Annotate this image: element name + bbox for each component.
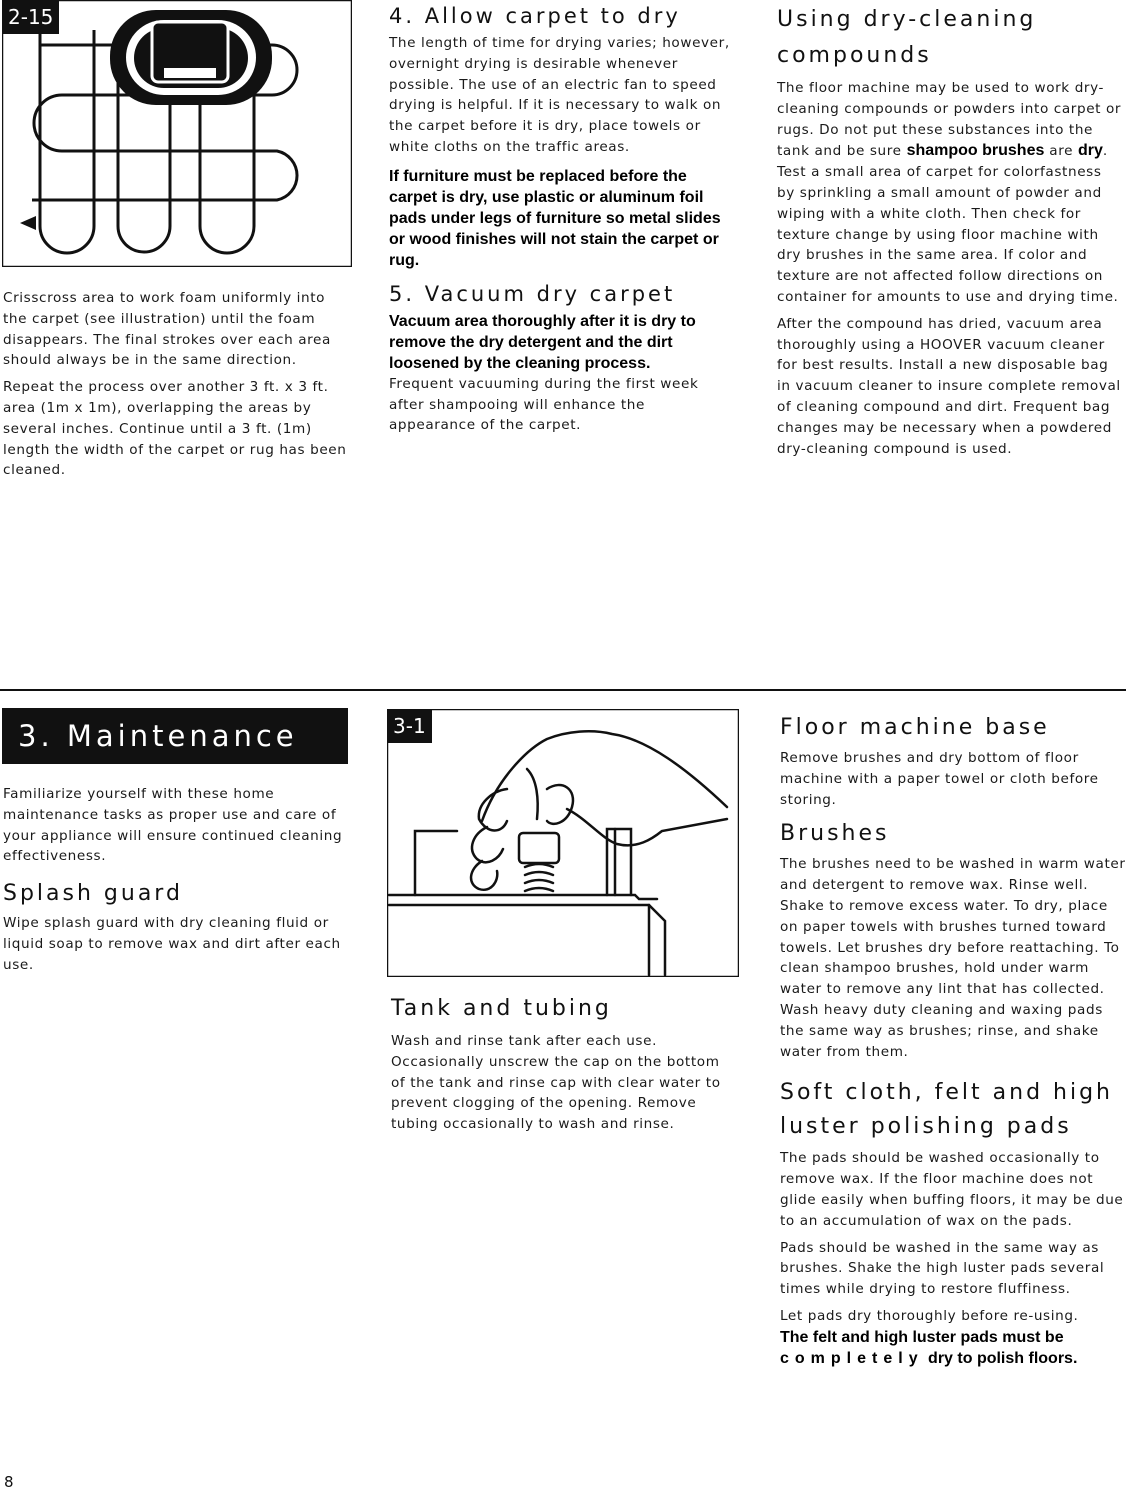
caption-paragraph: Repeat the process over another 3 ft. x 3 ft. area (1m x 1m), overlapping the areas by several inches. Continue until a 3 ft. (1m) length the width of the carpet or rug has been cleaned. [3, 379, 347, 479]
section-heading: Brushes [780, 821, 890, 847]
text-run: . Test a small area of carpet for colorfastness by sprinkling a small amount of powder and wiping with a white cloth. Then check for texture change by using floor machine with dry brushes in the same area. If color and texture are not affected follow directions on container for amounts to use and drying time. [777, 143, 1119, 305]
bold-run: completely [780, 1349, 924, 1367]
dry-cleaning-section [777, 2, 1122, 459]
body-text: Wipe splash guard with dry cleaning fluid or liquid soap to remove wax and dirt after each use. [3, 915, 341, 973]
body-text [777, 78, 1122, 308]
bold-run: shampoo brushes [906, 142, 1045, 160]
body-text: Remove brushes and dry bottom of floor machine with a paper towel or cloth before storing. [780, 750, 1099, 808]
bold-instruction: Vacuum area thoroughly after it is dry to remove the dry detergent and the dirt loosened by the cleaning process. [389, 312, 696, 372]
figure-3-1 [387, 709, 739, 977]
text-run: The floor machine may be used to work dry-cleaning compounds or powders into carpet or rugs. Do not put these substances into the tank and be sure [777, 80, 1122, 160]
crisscross-illustration [2, 0, 352, 267]
tank-section [391, 993, 736, 1135]
bold-instruction [780, 1327, 1126, 1369]
care-column [780, 712, 1126, 1369]
section-heading: Soft cloth, felt and high luster polishing pads [780, 1080, 1113, 1140]
section-heading: Floor machine base [780, 715, 1050, 740]
maintenance-title: 3. Maintenance [2, 708, 348, 764]
bold-run: The felt and high luster pads must be [780, 1328, 1064, 1346]
allow-dry-section [389, 3, 735, 436]
maintenance-intro-column [3, 784, 348, 976]
figure-caption [3, 288, 348, 481]
section-heading: Tank and tubing [391, 996, 612, 1021]
figure-label: 3-1 [387, 709, 432, 743]
caption-paragraph: Crisscross area to work foam uniformly into the carpet (see illustration) until the foam disappears. The final strokes over each area should always be in the same direction. [3, 290, 331, 369]
body-text: Frequent vacuuming during the first week after shampooing will enhance the appearance of the carpet. [389, 375, 699, 434]
section-heading: 4. Allow carpet to dry [389, 4, 681, 28]
section-heading: Splash guard [3, 881, 183, 907]
page-number: 8 [4, 1473, 14, 1491]
body-text: The pads should be washed occasionally to remove wax. If the floor machine does not glide easily when buffing floors, it may be due to an accumulation of wax on the pads. [780, 1150, 1124, 1229]
figure-label: 2-15 [2, 0, 59, 34]
body-text: Pads should be washed in the same way as brushes. Shake the high luster pads several times while drying to restore fluffiness. [780, 1239, 1105, 1298]
figure-2-15 [2, 0, 352, 267]
tank-cap-illustration [387, 709, 739, 977]
body-text: Wash and rinse tank after each use. Occasionally unscrew the cap on the bottom of the tank and rinse cap with clear water to prevent clogging of the opening. Remove tubing occasionally to wash and rinse. [391, 1033, 721, 1133]
body-text: Let pads dry thoroughly before re-using. [780, 1307, 1079, 1324]
bold-run: dry to polish floors. [928, 1349, 1078, 1367]
text-run: are [1049, 143, 1074, 160]
bold-run: dry [1078, 142, 1103, 160]
body-text: After the compound has dried, vacuum area thoroughly using a HOOVER vacuum cleaner for best results. Install a new disposable bag in vacuum cleaner to insure complete removal of cleaning compound and dirt. Frequent bag changes may be necessary when a powdered dry-cleaning compound is used. [777, 315, 1121, 457]
warning-text: If furniture must be replaced before the carpet is dry, use plastic or aluminum foil pads under legs of furniture so metal slides or wood finishes will not stain the carpet or rug. [389, 167, 721, 269]
section-heading: 5. Vacuum dry carpet [389, 281, 676, 306]
section-divider [0, 689, 1126, 691]
section-heading: Using dry-cleaning compounds [777, 7, 1037, 68]
body-text: The brushes need to be washed in warm water and detergent to remove wax. Rinse well. Shake to remove excess water. To dry, place on paper towels with brushes turned toward towels. Let brushes dry before reattaching. To clean shampoo brushes, hold under warm water to remove any lint that has collected. Wash heavy duty cleaning and waxing pads the same way as brushes; rinse, and shake water from them. [780, 856, 1126, 1060]
body-text: The length of time for drying varies; however, overnight drying is desirable whenever possible. The use of an electric fan to speed drying is helpful. If it is necessary to walk on the carpet before it is dry, place towels or white cloths on the traffic areas. [389, 35, 730, 155]
intro-text: Familiarize yourself with these home maintenance tasks as proper use and care of your appliance will ensure continued cleaning effectiveness. [3, 786, 343, 865]
